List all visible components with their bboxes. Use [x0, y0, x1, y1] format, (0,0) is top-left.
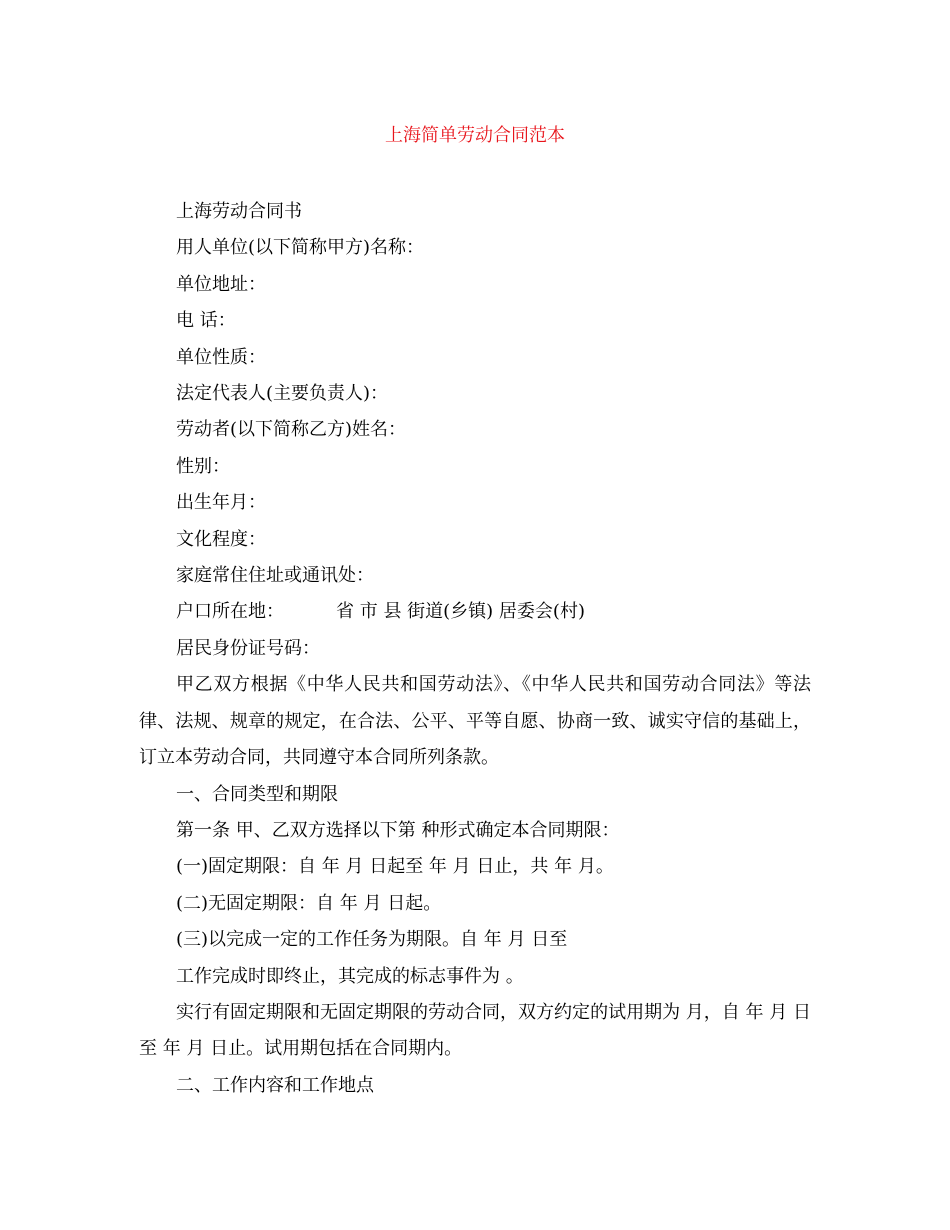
document-title: 上海简单劳动合同范本	[385, 125, 565, 146]
birth-date-field: 出生年月：	[176, 492, 266, 514]
preamble-paragraph: 甲乙双方根据《中华人民共和国劳动法》、《中华人民共和国劳动合同法》等法律、法规、规章的规定，在合法、公平、平等自愿、协商一致、诚实守信的基础上，订立本劳动合同，共同遵守本合同所列条款。	[139, 674, 811, 769]
probation-paragraph: 实行有固定期限和无固定期限的劳动合同，双方约定的试用期为 月，自 年 月 日至 年 月 日止。试用期包括在合同期内。	[139, 1001, 811, 1060]
article-1: 第一条 甲、乙双方选择以下第 种形式确定本合同期限：	[176, 819, 620, 841]
home-address-field: 家庭常住住址或通讯处：	[176, 565, 374, 587]
term-option-fixed: (一)固定期限：自 年 月 日起至 年 月 日止，共 年 月。	[176, 856, 614, 878]
phone-field: 电 话：	[176, 310, 236, 332]
employer-type-field: 单位性质：	[176, 346, 266, 368]
contract-heading: 上海劳动合同书	[176, 201, 302, 222]
education-field: 文化程度：	[176, 528, 266, 550]
term-option-open: (二)无固定期限：自 年 月 日起。	[176, 892, 442, 914]
term-option-task-continued: 工作完成时即终止，其完成的标志事件为 。	[176, 965, 524, 987]
document-body	[139, 194, 811, 1104]
hukou-field	[139, 594, 811, 630]
section-heading-2: 二、工作内容和工作地点	[176, 1074, 374, 1096]
gender-field: 性别：	[176, 455, 230, 477]
employer-name-field: 用人单位(以下简称甲方)名称：	[176, 237, 425, 259]
hukou-label: 户口所在地：	[176, 601, 284, 623]
employee-name-field: 劳动者(以下简称乙方)姓名：	[176, 419, 407, 441]
employer-address-field: 单位地址：	[176, 273, 266, 295]
legal-representative-field: 法定代表人(主要负责人)：	[176, 383, 389, 405]
hukou-location: 省 市 县 街道(乡镇) 居委会(村)	[336, 601, 585, 623]
term-option-task: (三)以完成一定的工作任务为期限。自 年 月 日至	[176, 929, 568, 951]
id-number-field: 居民身份证号码：	[176, 637, 320, 659]
section-heading-1: 一、合同类型和期限	[176, 783, 338, 805]
